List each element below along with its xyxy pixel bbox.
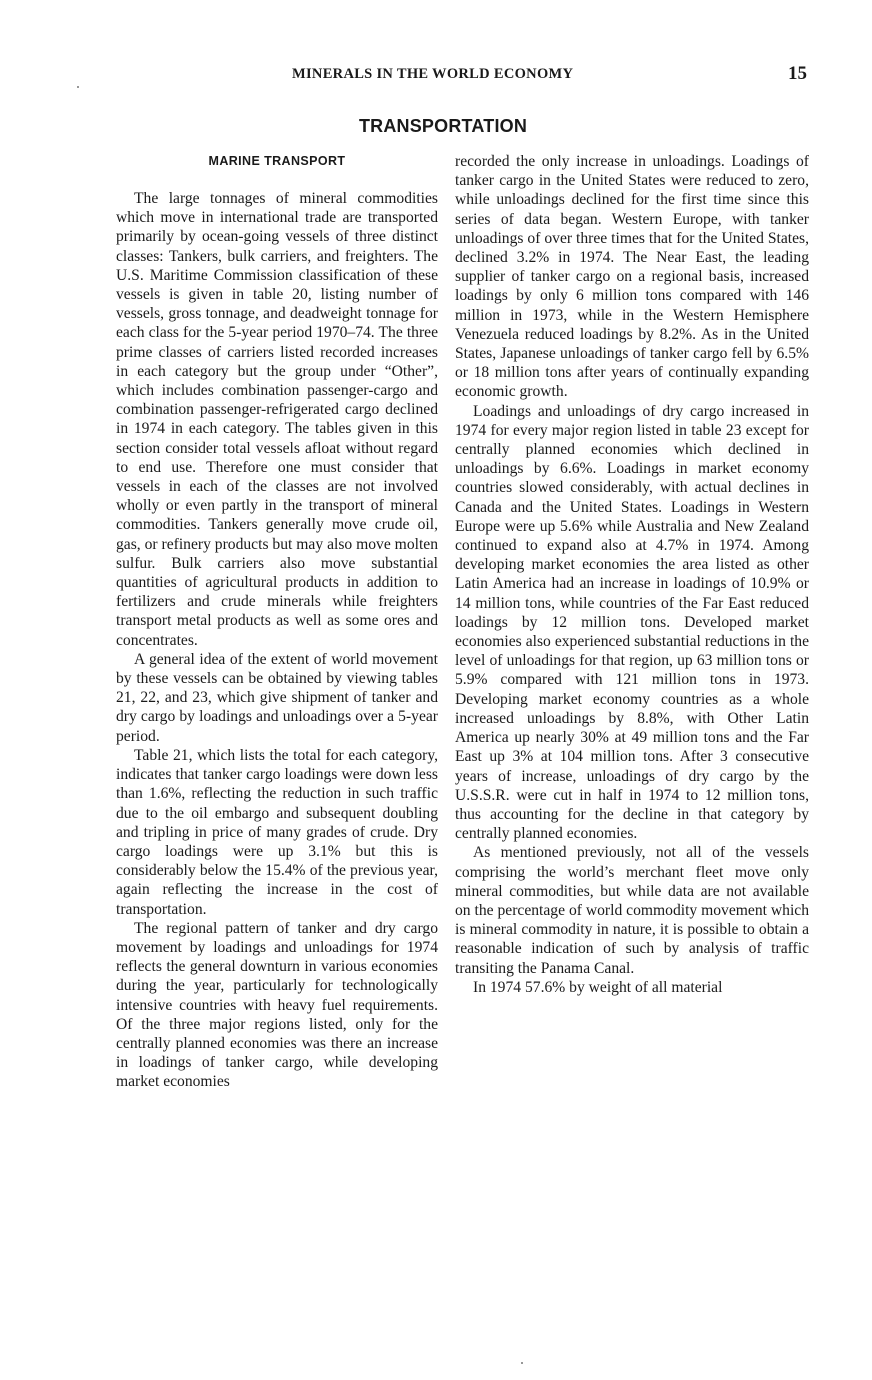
scan-speck bbox=[521, 1362, 523, 1364]
paragraph: As mentioned previously, not all of the vessels comprising the world’s merchant fleet move only mineral commodities, but while data are not available on the percentage of world commodity movement which is mineral commodity in nature, it is possible to obtain a reasonable indication of such by analysis of traffic transiting the Panama Canal. bbox=[455, 844, 809, 977]
page-number: 15 bbox=[788, 63, 807, 84]
running-head-title: MINERALS IN THE WORLD ECONOMY bbox=[292, 66, 574, 82]
paragraph: Loadings and unloadings of dry cargo increased in 1974 for every major region listed in table 23 except for centrally planned economies which declined in unloadings by 6.6%. Loadings in market economy countries slowed considerably, with actual declines in Canada and the United States. Loadings in Western Europe were up 5.6% while Australia and New Zealand continued to expand also at 4.7% in 1974. Among developing market economies the area listed as other Latin America had an increase in loadings of 10.9% or 14 million tons, while countries of the Far East reduced loadings by 12 million tons. Developed market economies also experienced substantial reductions in the level of unloadings for that region, up 63 million tons or 5.9% compared with 121 million tons in 1973. Developing market economy countries as a whole increased unloadings by 8.8%, with Other Latin America up nearly 30% at 49 million tons and the Far East up 3% at 104 million tons. After 3 consecutive years of increase, unloadings of dry cargo by the U.S.S.R. were cut in half in 1974 to 12 million tons, thus accounting for the decline in that category by centrally planned economies. bbox=[455, 402, 809, 843]
scan-speck bbox=[77, 86, 79, 88]
subheading: MARINE TRANSPORT bbox=[208, 154, 346, 168]
section-title: TRANSPORTATION bbox=[358, 116, 528, 136]
paragraph: A general idea of the extent of world movement by these vessels can be obtained by viewing tables 21, 22, and 23, which give shipment of tanker and dry cargo by loadings and unloadings over a 5-year period. bbox=[116, 650, 438, 745]
paragraph: recorded the only increase in unloadings. Loadings of tanker cargo in the United States were reduced to zero, while unloadings declined for the first time since this series of data began. Western Europe, with tanker unloadings of over three times that for the United States, declined 3.2% in 1974. The Near East, the leading supplier of tanker cargo on a regional basis, increased loadings by only 6 million tons compared with 146 million in 1973, while in the Western Hemisphere Venezuela reduced loadings by 8.2%. As in the United States, Japanese unloadings of tanker cargo fell by 6.5% or 18 million tons after years of continually expanding economic growth. bbox=[455, 153, 809, 401]
paragraph: The regional pattern of tanker and dry cargo movement by loadings and unloadings for 1974 reflects the general downturn in various economies during the year, particularly for technologically intensive countries with heavy fuel requirements. Of the three major regions listed, only for the centrally planned economies was there an increase in loadings of tanker cargo, while developing market economies bbox=[116, 919, 438, 1091]
paragraph: The large tonnages of mineral commodities which move in international trade are transported primarily by ocean-going vessels of three distinct classes: Tankers, bulk carriers, and freighters. The U.S. Maritime Commission classification of these vessels is given in table 20, listing number of vessels, gross tonnage, and deadweight tonnage for each class for the 5-year period 1970–74. The three prime classes of carriers listed recorded increases in each category but the group under “Other”, which includes combination passenger-cargo and combination passenger-refrigerated cargo declined in 1974 in each category. The tables given in this section consider total vessels afloat without regard to end use. Therefore one must consider that vessels in each of the classes are not involved wholly or even partly in the transport of mineral commodities. Tankers generally move crude oil, gas, or refinery products but may also move molten sulfur. Bulk carriers also move substantial quantities of agricultural products in addition to fertilizers and crude minerals while freighters transport metal products as well as some ores and concentrates. bbox=[116, 190, 438, 649]
right-column bbox=[455, 152, 809, 997]
paragraph: In 1974 57.6% by weight of all material bbox=[473, 978, 723, 996]
running-head bbox=[0, 63, 872, 88]
left-column bbox=[116, 152, 438, 1092]
paragraph: Table 21, which lists the total for each category, indicates that tanker cargo loadings were down less than 1.6%, reflecting the reduction in such traffic due to the oil embargo and subsequent doubling and tripling in price of many grades of crude. Dry cargo loadings were up 3.1% but this is considerably below the 15.4% of the previous year, again reflecting the increase in the cost of transportation. bbox=[116, 746, 438, 918]
